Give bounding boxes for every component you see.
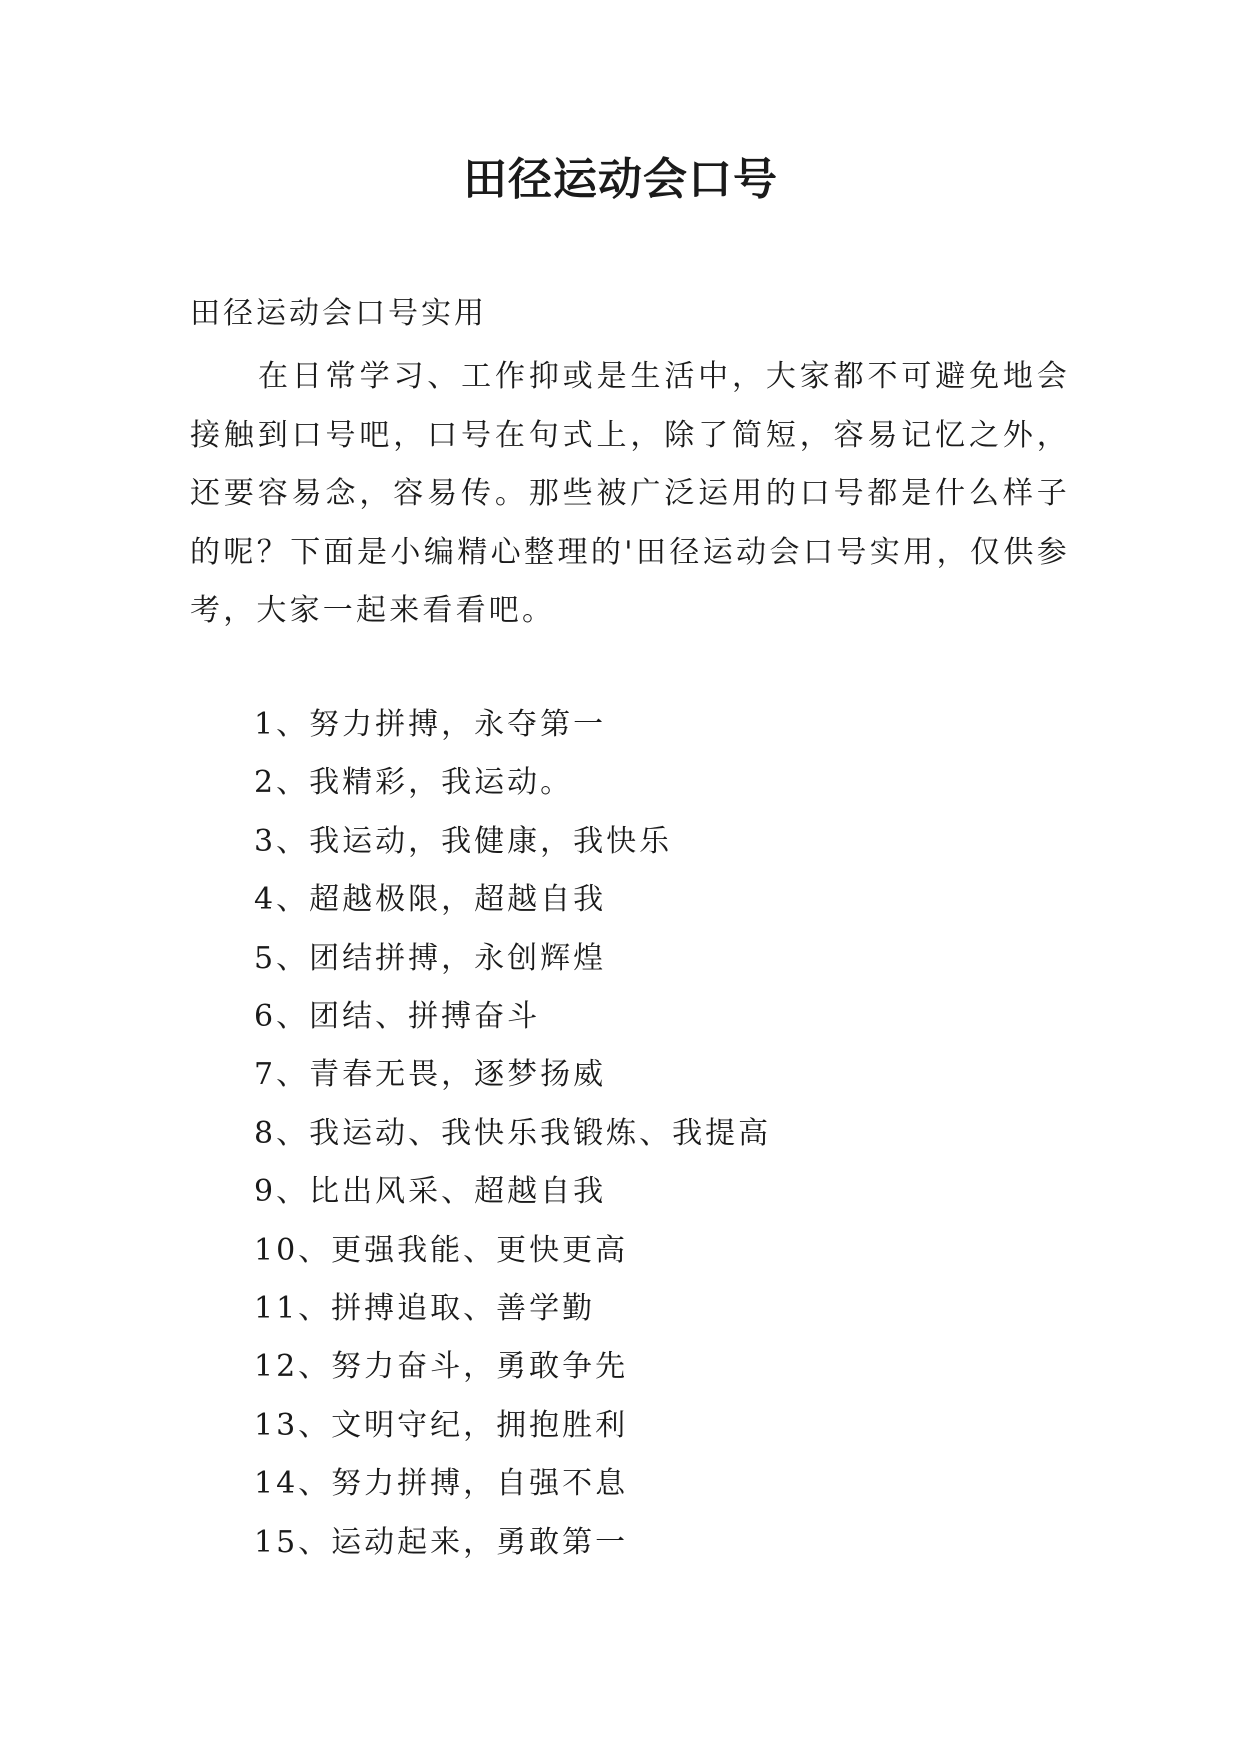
list-item: 13、文明守纪，拥抱胜利 — [254, 1407, 629, 1443]
list-item: 15、运动起来，勇敢第一 — [254, 1524, 629, 1560]
list-item: 1、努力拼搏，永夺第一 — [254, 707, 607, 742]
intro-paragraph: 在日常学习、工作抑或是生活中，大家都不可避免地会接触到口号吧，口号在句式上，除了简短，容易记忆之外，还要容易念，容易传。那些被广泛运用的口号都是什么样子的呢？下面是小编精心整理的'田径运动会口号实用，仅供参考，大家一起来看看吧。 — [190, 359, 1070, 628]
slogan-list — [254, 696, 771, 1572]
list-item: 14、努力拼搏，自强不息 — [254, 1466, 629, 1502]
list-item: 3、我运动，我健康，我快乐 — [254, 823, 673, 859]
list-item: 9、比出风采、超越自我 — [254, 1174, 607, 1210]
list-item: 6、团结、拼搏奋斗 — [254, 999, 541, 1035]
list-item: 8、我运动、我快乐我锻炼、我提高 — [254, 1115, 772, 1151]
document-title: 田径运动会口号 — [463, 154, 778, 205]
list-item: 4、超越极限，超越自我 — [254, 882, 607, 918]
list-item: 2、我精彩，我运动。 — [254, 765, 574, 801]
list-item: 7、青春无畏，逐梦扬威 — [254, 1057, 607, 1093]
list-item: 10、更强我能、更快更高 — [254, 1232, 629, 1268]
list-item: 11、拼搏追取、善学勤 — [254, 1291, 596, 1327]
list-item: 12、努力奋斗，勇敢争先 — [254, 1349, 629, 1385]
document-subtitle: 田径运动会口号实用 — [190, 296, 487, 331]
list-item: 5、团结拼搏，永创辉煌 — [254, 940, 607, 976]
